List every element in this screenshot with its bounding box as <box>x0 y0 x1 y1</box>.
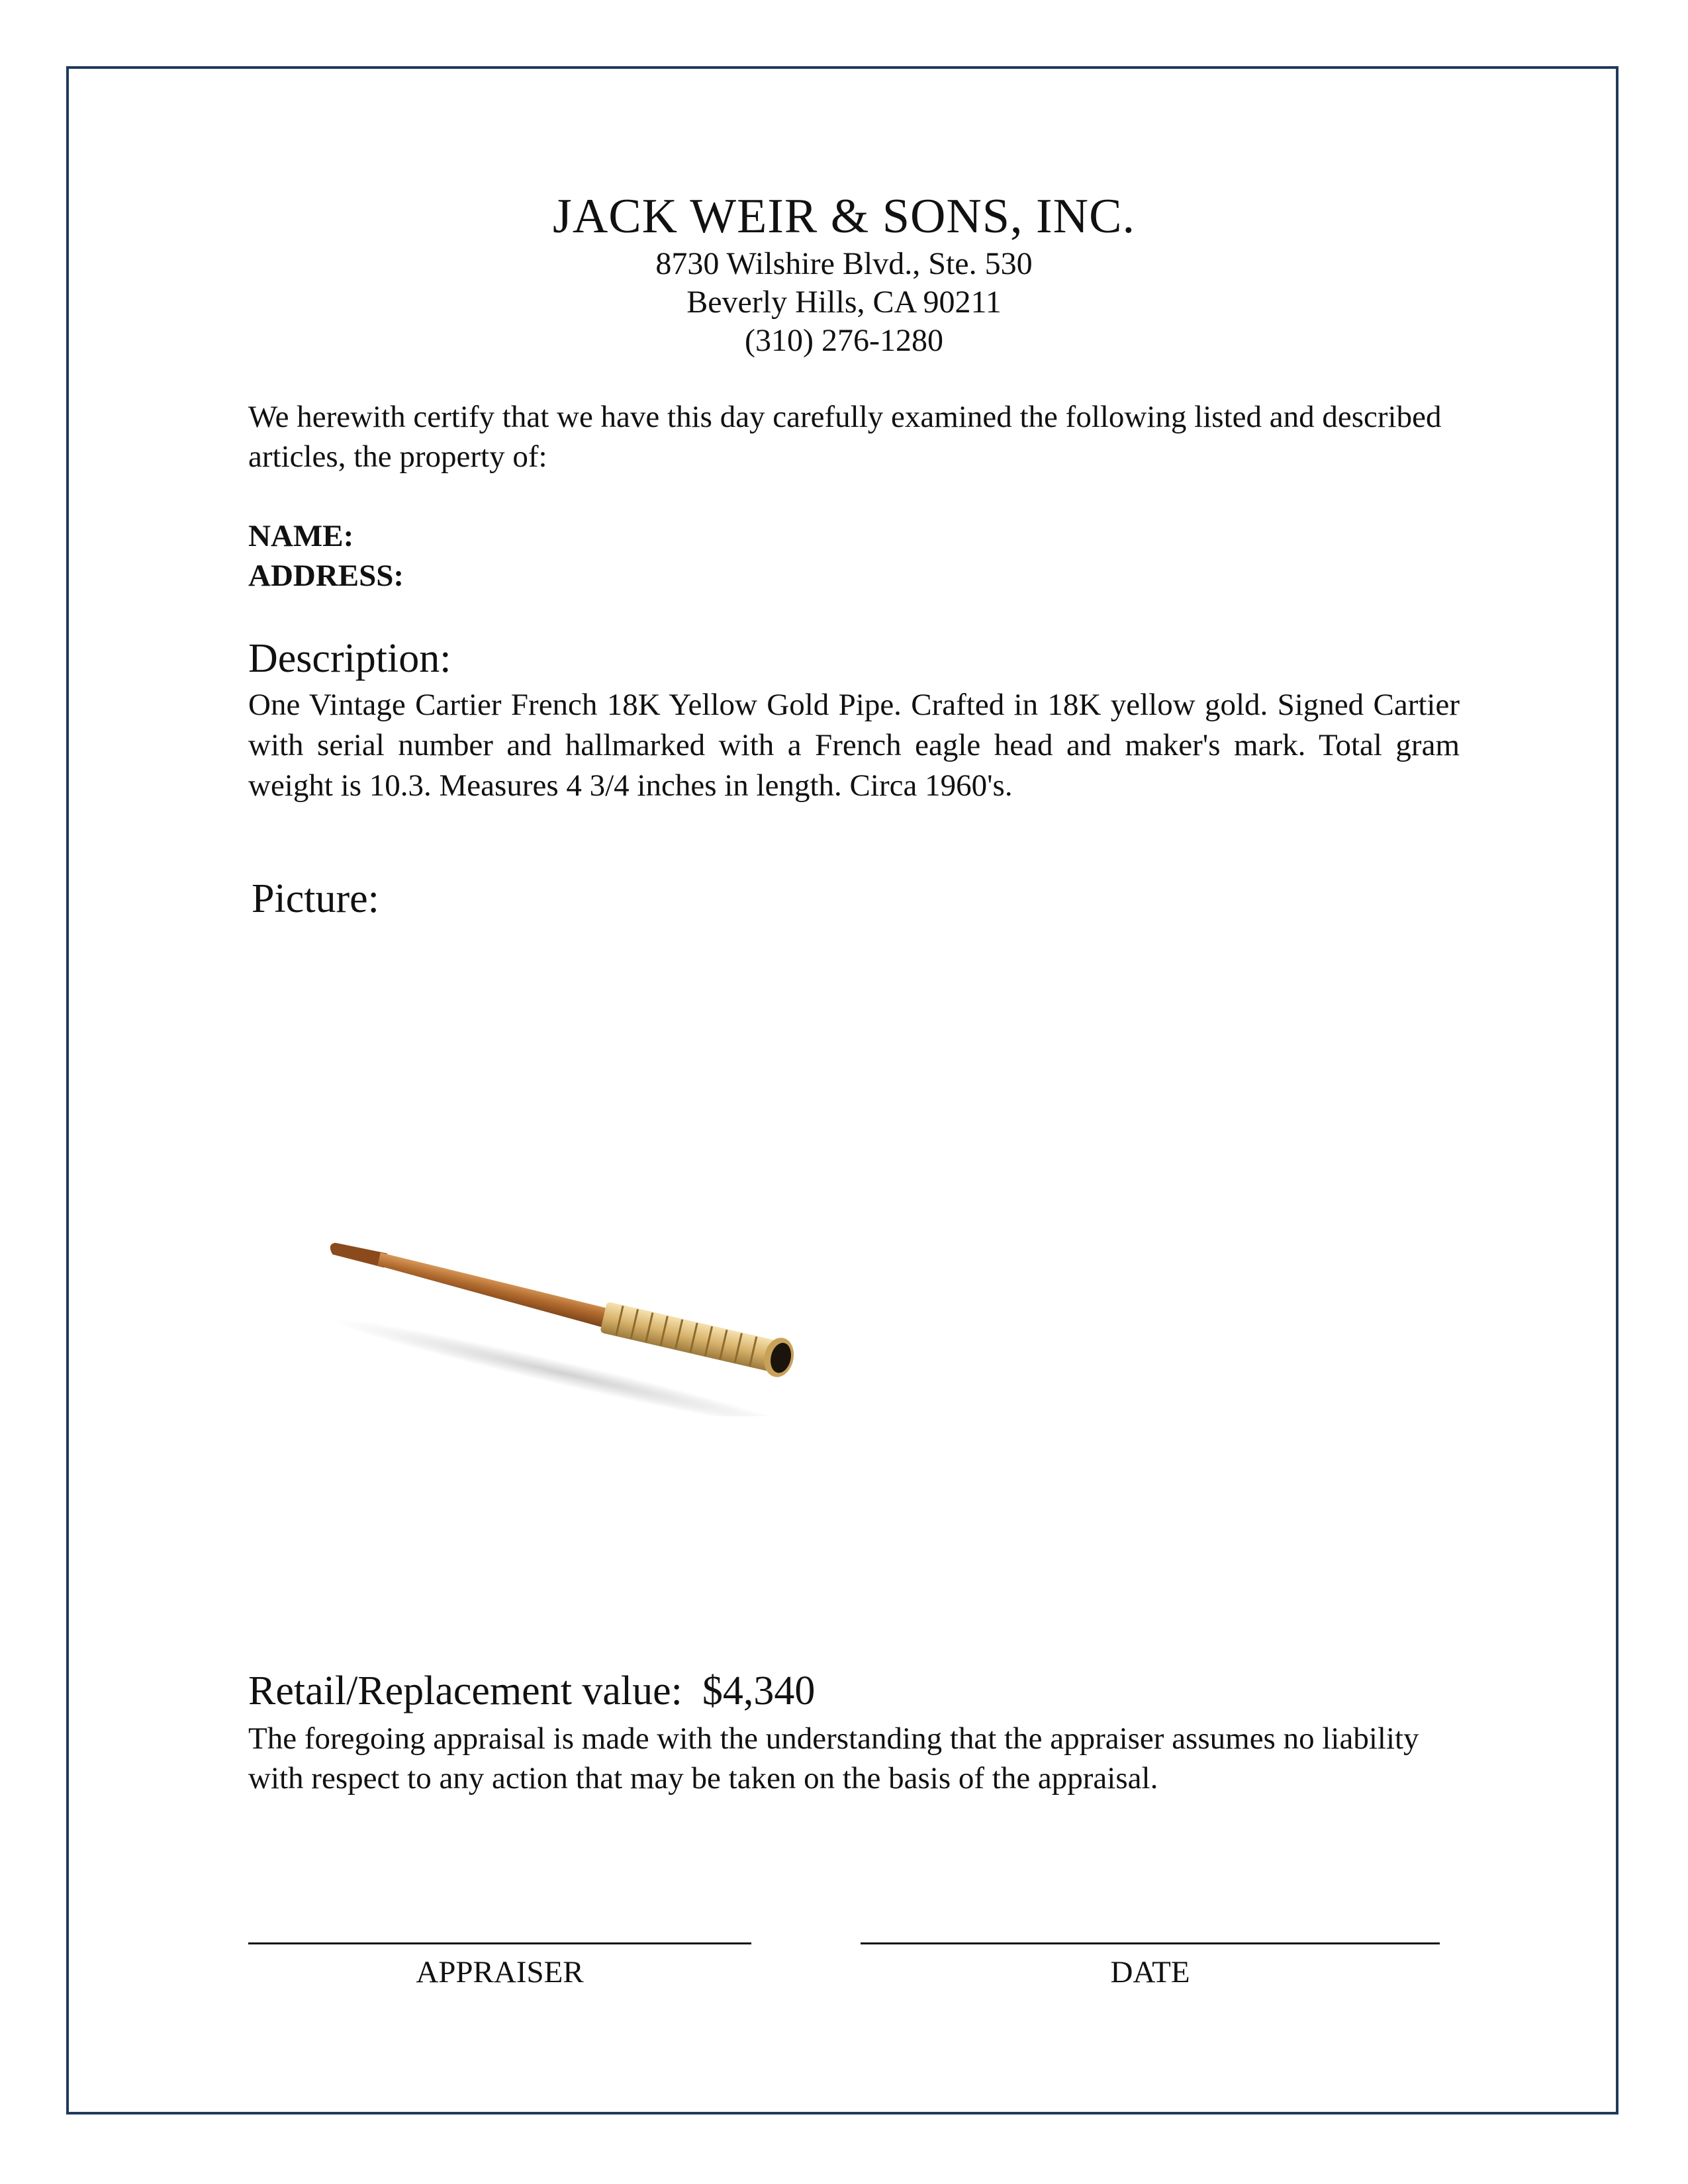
gold-pipe-photo <box>298 1218 827 1416</box>
appraiser-signature-line <box>248 1942 751 1944</box>
date-label: DATE <box>1110 1955 1190 1989</box>
company-city-state-zip: Beverly Hills, CA 90211 <box>686 285 1002 320</box>
liability-disclaimer: The foregoing appraisal is made with the understanding that the appraiser assumes no liability with respect to any action that may be taken on the basis of the appraisal. <box>248 1721 1419 1796</box>
certification-statement: We herewith certify that we have this day carefully examined the following listed and described articles, the property of: <box>248 400 1442 474</box>
company-street-address: 8730 Wilshire Blvd., Ste. 530 <box>655 246 1033 281</box>
company-phone: (310) 276-1280 <box>745 323 943 358</box>
valuation-amount: $4,340 <box>702 1668 816 1713</box>
page-border <box>66 66 1618 2115</box>
appraiser-label: APPRAISER <box>416 1955 584 1989</box>
description-text: One Vintage Cartier French 18K Yellow Gold Pipe. Crafted in 18K yellow gold. Signed Cartier with serial number and hallmarked with a French eagle head and maker's mark. Total gram weight is 10.3. Measures 4 3/4 inches in length. Circa 1960's. <box>248 688 1460 803</box>
company-name: JACK WEIR & SONS, INC. <box>553 189 1135 244</box>
valuation-label: Retail/Replacement value: <box>248 1668 682 1713</box>
owner-name-label: NAME: <box>248 519 354 553</box>
description-title: Description: <box>248 636 451 681</box>
valuation-row <box>248 1664 1460 1717</box>
owner-address-label: ADDRESS: <box>248 559 404 593</box>
date-signature-line <box>861 1942 1440 1944</box>
picture-title: Picture: <box>252 876 379 921</box>
